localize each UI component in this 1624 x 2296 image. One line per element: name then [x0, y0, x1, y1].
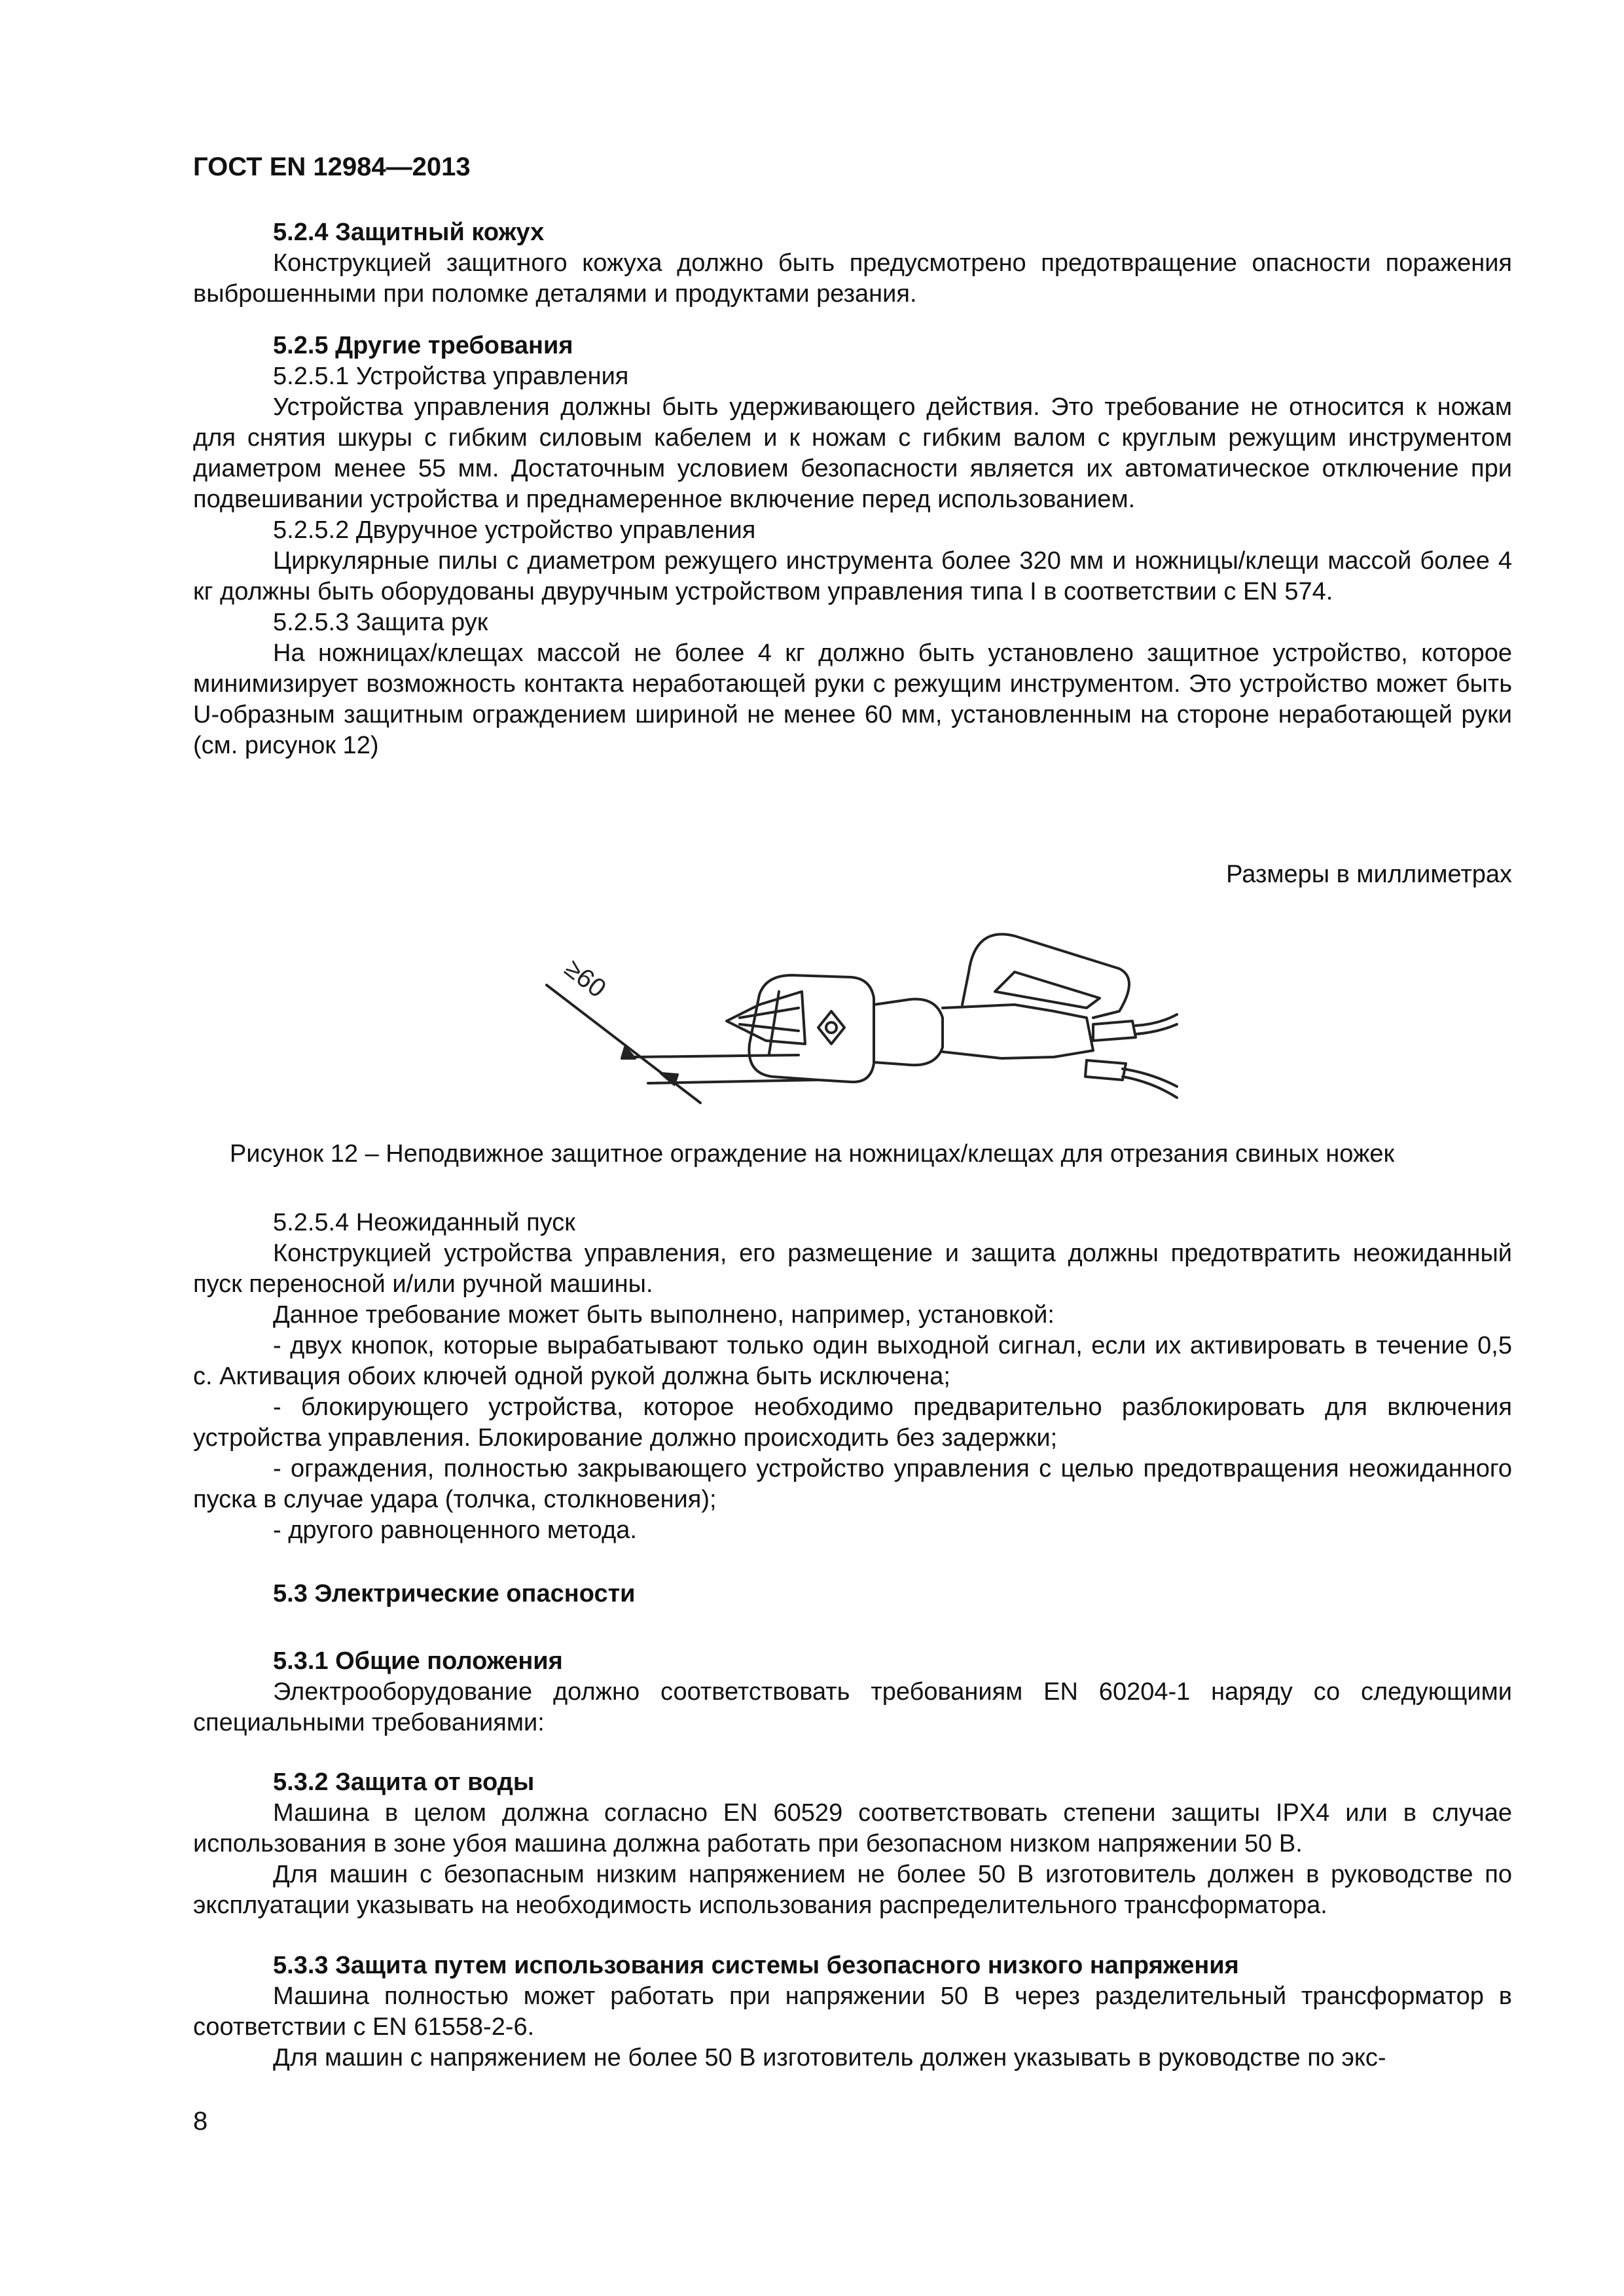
- list-item: - двух кнопок, которые вырабатывают только один выходной сигнал, если их активировать в течение 0,5 с. Активация обоих ключей одной рукой должна быть исключена;: [193, 1332, 1512, 1390]
- pivot-pin: [826, 1022, 837, 1033]
- subsection-title: 5.2.5.1 Устройства управления: [273, 363, 629, 390]
- figure-12-drawing: [543, 913, 1178, 1122]
- subsection-title: 5.2.5.4 Неожиданный пуск: [273, 1209, 575, 1236]
- dimension-line: [547, 985, 700, 1103]
- cable-connector: [1093, 1021, 1136, 1041]
- section-5-3-1: [193, 1646, 1512, 1738]
- cable: [1136, 1014, 1177, 1026]
- handle: [943, 1005, 1093, 1058]
- section-heading: 5.3.2 Защита от воды: [273, 1768, 535, 1796]
- paragraph: Машина полностью может работать при напряжении 50 В через разделительный трансформатор в соответствии с EN 61558-2-6.: [193, 1982, 1512, 2041]
- paragraph: Циркулярные пилы с диаметром режущего инструмента более 320 мм и ножницы/клещи массой более 4 кг должны быть оборудованы двуручным устройством управления типа I в соответствии с EN 574.: [193, 547, 1512, 605]
- document-header: ГОСТ EN 12984—2013: [193, 152, 471, 181]
- paragraph: Для машин с напряжением не более 50 В изготовитель должен указывать в руководстве по экс-: [273, 2044, 1386, 2072]
- paragraph: Устройства управления должны быть удерживающего действия. Это требование не относится к ножам для снятия шкуры с гибким силовым кабелем и к ножам с гибким валом с круглым режущим инструментом диаметром менее 55 мм. Достаточным условием безопасности является их автоматическое отключение при подвешивании устройства и преднамеренное включение перед использованием.: [193, 393, 1512, 513]
- paragraph: Конструкцией устройства управления, его размещение и защита должны предотвратить неожиданный пуск переносной и/или ручной машины.: [193, 1240, 1512, 1298]
- extension-line: [635, 1055, 799, 1057]
- section-5-2-5: [193, 331, 1512, 761]
- tool-body: [874, 999, 943, 1066]
- paragraph: Данное требование может быть выполнено, например, установкой:: [273, 1301, 1055, 1329]
- cable-connector: [1085, 1060, 1126, 1080]
- list-item: - другого равноценного метода.: [273, 1516, 637, 1544]
- pivot: [818, 1011, 844, 1044]
- figure-caption: Рисунок 12 – Неподвижное защитное ограждение на ножницах/клещах для отрезания свиных ножек: [229, 1140, 1395, 1168]
- section-5-2-4: [193, 217, 1512, 310]
- section-5-3-heading: [193, 1579, 1512, 1609]
- blade-line: [740, 1024, 799, 1031]
- dimensions-note: Размеры в миллиметрах: [1226, 861, 1512, 888]
- paragraph: Машина в целом должна согласно EN 60529 соответствовать степени защиты IPX4 или в случае использования в зоне убоя машина должна работать при безопасном низком напряжении 50 В.: [193, 1799, 1512, 1857]
- section-5-3-3: [193, 1950, 1512, 2073]
- section-5-3-2: [193, 1767, 1512, 1921]
- section-heading: 5.3 Электрические опасности: [273, 1580, 636, 1607]
- paragraph: Для машин с безопасным низким напряжением не более 50 В изготовитель должен в руководстве по эксплуатации указывать на необходимость использования распределительного трансформатора.: [193, 1861, 1512, 1919]
- section-heading: 5.3.1 Общие положения: [273, 1647, 563, 1675]
- list-item: - ограждения, полностью закрывающего устройство управления с целью предотвращения неожиданного пуска в случае удара (толчка, столкновения);: [193, 1455, 1512, 1513]
- page-number: 8: [193, 2107, 208, 2136]
- shears-illustration: [543, 913, 1178, 1122]
- list-item: - блокирующего устройства, которое необходимо предварительно разблокировать для включения устройства управления. Блокирование должно происходить без задержки;: [193, 1393, 1512, 1452]
- section-5-2-5-4: [193, 1208, 1512, 1546]
- trigger: [995, 972, 1100, 1008]
- paragraph: Электрооборудование должно соответствовать требованиям EN 60204-1 наряду со следующими специальными требованиями:: [193, 1678, 1512, 1736]
- cable: [1123, 1077, 1177, 1098]
- subsection-title: 5.2.5.3 Защита рук: [273, 609, 488, 636]
- section-heading: 5.3.3 Защита путем использования системы безопасного низкого напряжения: [273, 1952, 1239, 1979]
- subsection-title: 5.2.5.2 Двуручное устройство управления: [273, 516, 756, 544]
- section-heading: 5.2.4 Защитный кожух: [273, 219, 545, 246]
- paragraph: На ножницах/клещах массой не более 4 кг должно быть установлено защитное устройство, которое минимизирует возможность контакта неработающей руки с режущим инструментом. Это устройство может быть U-образным защитным ограждением шириной не менее 60 мм, установленным на стороне неработающей руки (см. рисунок 12): [193, 639, 1512, 759]
- paragraph: Конструкцией защитного кожуха должно быть предусмотрено предотвращение опасности поражения выброшенными при поломке деталями и продуктами резания.: [193, 249, 1512, 308]
- dimension-label: ≥60: [559, 954, 611, 1004]
- section-heading: 5.2.5 Другие требования: [273, 332, 573, 359]
